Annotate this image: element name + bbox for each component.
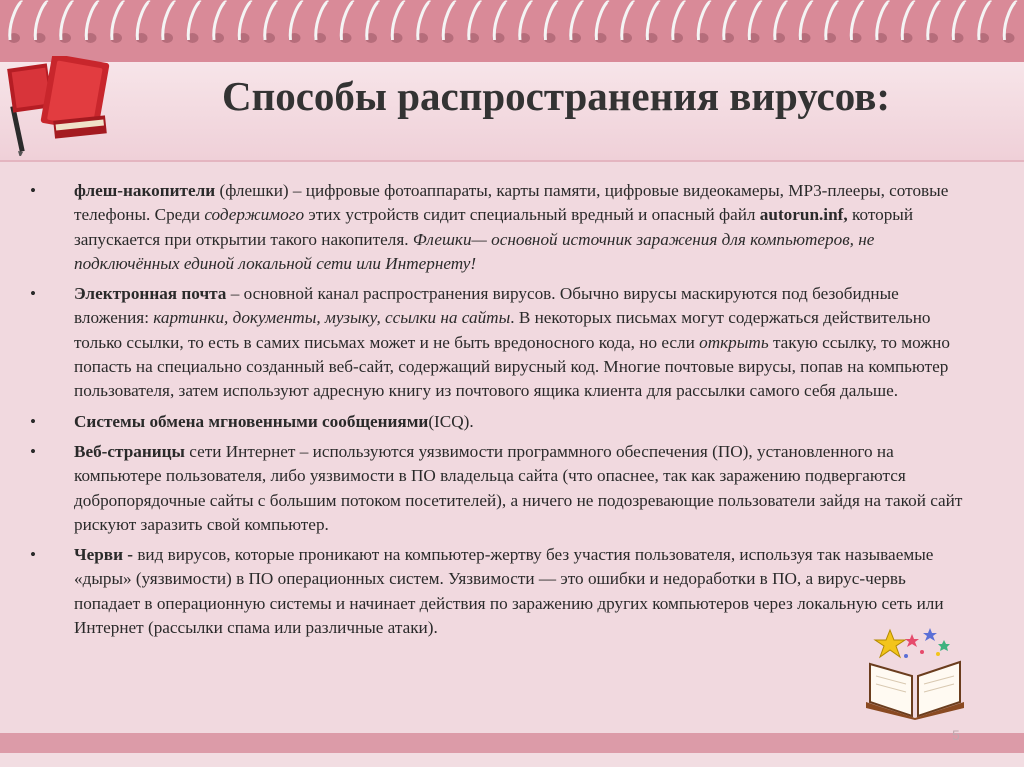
bullet-icon: • — [30, 411, 37, 431]
spiral-binding — [0, 0, 1024, 62]
text-segment: вид вирусов, которые проникают на компьютер-жертву без участия пользователя, используя так называемые «дыры» (уязвимости) в ПО операционных систем. Уязвимости — это ошибки и недоработки в ПО, а вирус-червь попадает в операционную системы и начинает действия по заражению других компьютеров через локальную сеть или Интернет (рассылки спама или различные атаки). — [74, 545, 944, 638]
text-segment: Электронная почта — [74, 284, 227, 304]
text-segment: Черви - — [74, 545, 134, 565]
bullet-item — [30, 282, 965, 403]
text-segment: такую ссылку, то можно попасть на специально созданный веб-сайт, содержащий вирусный код. Многие почтовые вирусы, попав на компьютер пользователя, затем используют адресную книгу из почтового ящика клиента для рассылки самого себя дальше. — [74, 332, 950, 401]
text-segment: . В некоторых письмах могут содержаться действительно только ссылки, то есть в самих письмах может и не быть вредоносного кода, но если — [74, 308, 931, 352]
books-icon — [6, 56, 116, 156]
text-segment: флеш-накопители — [74, 181, 216, 200]
bullet-icon: • — [30, 545, 37, 565]
text-segment: (флешки) – цифровые фотоаппараты, карты памяти, цифровые видеокамеры, MP3-плееры, сотовые телефоны. Среди — [74, 181, 949, 225]
text-segment: открыть — [699, 332, 769, 352]
star-icon — [875, 630, 905, 657]
text-segment: Флешки— основной источник заражения для компьютеров, не подключённых единой локальной сети или Интернету! — [74, 229, 875, 273]
open-book-icon — [860, 624, 970, 720]
bottom-band — [0, 733, 1024, 753]
bullet-icon: • — [30, 284, 37, 304]
bottom-edge — [0, 753, 1024, 767]
text-segment: Системы обмена мгновенными сообщениями — [74, 411, 429, 431]
text-segment: (ICQ). — [428, 411, 474, 431]
slide-title: Способы распространения вирусов: — [222, 73, 890, 119]
bullet-list — [30, 179, 965, 640]
text-segment: сети Интернет – используются уязвимости программного обеспечения (ПО), установленного на компьютере пользователя, либо уязвимости в ПО владельца сайта (что опаснее, так как заражению подвергаются добропорядочные сайты с большим потоком посетителей), а ничего не подозревающие пользователи зайдя на такой сайт рискуют заразить свой компьютер. — [74, 441, 963, 534]
text-segment: содержимого — [204, 205, 305, 225]
slide-content — [30, 179, 965, 646]
bullet-item — [30, 179, 965, 276]
bullet-icon: • — [30, 181, 37, 200]
bullet-icon: • — [30, 441, 37, 461]
text-segment: Веб-страницы — [74, 441, 185, 461]
text-segment: autorun.inf, — [759, 205, 848, 225]
pencil-icon — [10, 106, 24, 156]
bullet-item — [30, 410, 965, 434]
text-segment: который запускается при открытии такого накопителя. — [74, 205, 914, 249]
text-segment: – основной канал распространения вирусов. Обычно вирусы маскируются под безобидные вложения: — [74, 284, 899, 328]
text-segment: картинки, документы, музыку, ссылки на сайты — [153, 308, 511, 328]
page-number: 5 — [952, 727, 960, 743]
text-segment: этих устройств сидит специальный вредный и опасный файл — [304, 205, 760, 225]
bullet-item — [30, 543, 965, 640]
bullet-item — [30, 440, 965, 537]
